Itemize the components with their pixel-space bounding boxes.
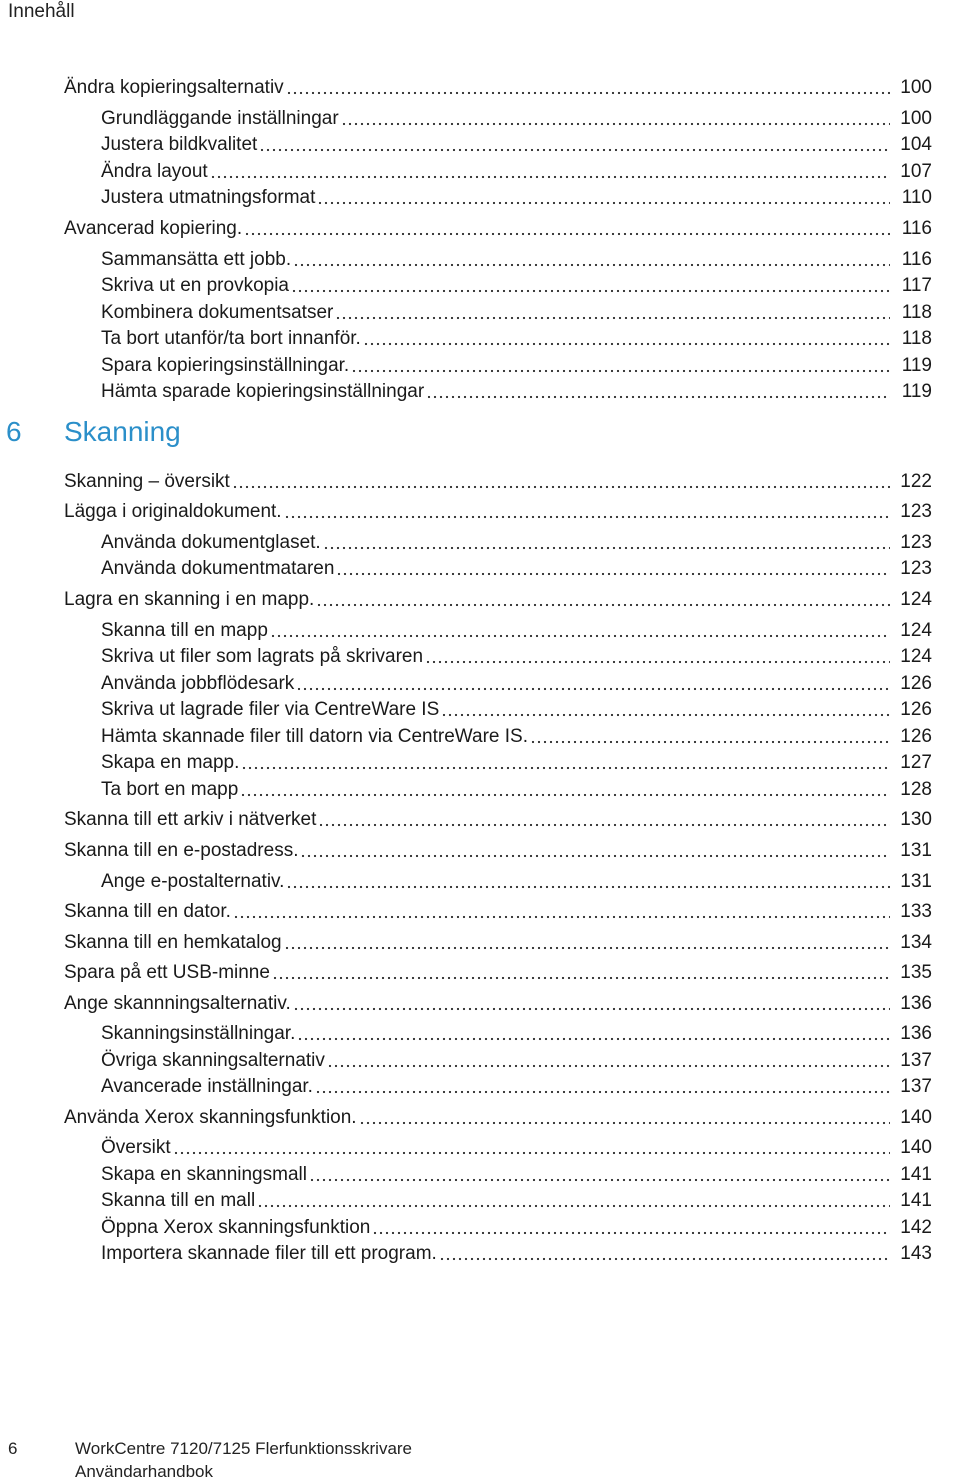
toc-entry-label: Sammansätta ett jobb. [101, 249, 292, 270]
toc-entry-label: Skriva ut lagrade filer via CentreWare IS [101, 699, 440, 720]
toc-entry[interactable] [101, 1132, 932, 1160]
toc-entry-page-number: 141 [900, 1164, 932, 1185]
toc-entry-label: Ta bort en mapp [101, 779, 239, 800]
dot-leader [232, 485, 890, 489]
toc-entry-label: Skriva ut en provkopia [101, 275, 289, 296]
toc-entry[interactable] [101, 553, 932, 581]
toc-entry-page-number: 124 [900, 646, 932, 667]
toc-entry-page-number: 143 [900, 1243, 932, 1264]
toc-entry-page-number: 119 [901, 381, 932, 402]
toc-entry[interactable] [64, 584, 932, 612]
toc-entry[interactable] [101, 1018, 932, 1046]
toc-entry[interactable] [64, 957, 932, 985]
toc-entry-label: Ändra layout [101, 161, 208, 182]
toc-entry-page-number: 134 [900, 932, 932, 953]
toc-entry-page-number: 110 [901, 187, 932, 208]
toc-entry-page-number: 122 [900, 471, 932, 492]
dot-leader [335, 316, 890, 320]
toc-entry[interactable] [101, 774, 932, 802]
dot-leader [363, 342, 890, 346]
toc-entry-label: Skanna till ett arkiv i nätverket [64, 809, 317, 830]
dot-leader [323, 546, 890, 550]
toc-entry-page-number: 140 [900, 1107, 932, 1128]
toc-entry[interactable] [64, 72, 932, 100]
toc-entry[interactable] [101, 1238, 932, 1266]
toc-entry-label: Ange e-postalternativ. [101, 871, 285, 892]
toc-entry-page-number: 118 [901, 302, 932, 323]
toc-entry-page-number: 123 [900, 501, 932, 522]
toc-entry-page-number: 142 [900, 1217, 932, 1238]
toc-entry-label: Använda Xerox skanningsfunktion. [64, 1107, 357, 1128]
toc-entry-label: Spara på ett USB-minne [64, 962, 270, 983]
toc-entry[interactable] [64, 1102, 932, 1130]
dot-leader [316, 603, 890, 607]
chapter-number: 6 [6, 416, 22, 447]
toc-entry-label: Avancerade inställningar. [101, 1076, 313, 1097]
toc-entry[interactable] [64, 466, 932, 494]
toc-entry[interactable] [64, 804, 932, 832]
toc-entry-page-number: 116 [901, 249, 932, 270]
toc-entry-page-number: 124 [900, 620, 932, 641]
toc-entry[interactable] [101, 615, 932, 643]
dot-leader [286, 91, 890, 95]
toc-entry[interactable] [101, 721, 932, 749]
footer-product: WorkCentre 7120/7125 Flerfunktionsskrivare [75, 1439, 413, 1458]
toc-entry-label: Justera utmatningsformat [101, 187, 316, 208]
toc-entry[interactable] [64, 496, 932, 524]
dot-leader [291, 289, 890, 293]
toc-entry-label: Skanningsinställningar. [101, 1023, 296, 1044]
dot-leader [530, 740, 890, 744]
toc-entry-label: Skanna till en hemkatalog [64, 932, 282, 953]
toc-entry[interactable] [101, 244, 932, 272]
toc-entry[interactable] [64, 927, 932, 955]
toc-entry[interactable] [101, 1045, 932, 1073]
toc-entry-page-number: 123 [900, 532, 932, 553]
toc-entry[interactable] [101, 156, 932, 184]
footer-page-number: 6 [8, 1439, 18, 1458]
footer-doc-type: Användarhandbok [75, 1462, 214, 1480]
toc-entry[interactable] [101, 376, 932, 404]
toc-entry[interactable] [64, 213, 932, 241]
toc-entry-page-number: 118 [901, 328, 932, 349]
dot-leader [270, 634, 890, 638]
dot-leader [315, 1090, 890, 1094]
toc-entry-label: Grundläggande inställningar [101, 108, 339, 129]
dot-leader [293, 1007, 890, 1011]
toc-entry[interactable] [101, 1159, 932, 1187]
dot-leader [336, 572, 890, 576]
dot-leader [439, 1257, 890, 1261]
dot-leader [240, 793, 890, 797]
toc-entry-label: Lagra en skanning i en mapp. [64, 589, 315, 610]
toc-entry[interactable] [64, 835, 932, 863]
toc-entry-label: Skanna till en mapp [101, 620, 268, 641]
dot-leader [372, 1231, 890, 1235]
toc-entry-page-number: 117 [901, 275, 932, 296]
toc-entry-page-number: 128 [900, 779, 932, 800]
toc-entry-label: Spara kopieringsinställningar. [101, 355, 350, 376]
dot-leader [327, 1064, 890, 1068]
toc-entry[interactable] [64, 988, 932, 1016]
dot-leader [297, 1037, 890, 1041]
toc-entry-label: Avancerad kopiering. [64, 218, 243, 239]
dot-leader [233, 915, 890, 919]
dot-leader [241, 766, 890, 770]
toc-entry-label: Skanna till en e-postadress. [64, 840, 299, 861]
toc-entry-page-number: 136 [900, 1023, 932, 1044]
dot-leader [259, 148, 890, 152]
toc-entry[interactable] [101, 1185, 932, 1213]
toc-entry-label: Justera bildkvalitet [101, 134, 258, 155]
toc-entry-page-number: 130 [900, 809, 932, 830]
dot-leader [286, 885, 890, 889]
toc-entry-label: Kombinera dokumentsatser [101, 302, 334, 323]
dot-leader [173, 1151, 890, 1155]
dot-leader [318, 823, 890, 827]
toc-entry-page-number: 100 [900, 77, 932, 98]
dot-leader [441, 713, 890, 717]
toc-entry-label: Skanning – översikt [64, 471, 230, 492]
toc-entry-page-number: 137 [900, 1076, 932, 1097]
toc-entry-label: Importera skannade filer till ett program. [101, 1243, 437, 1264]
toc-entry[interactable] [101, 297, 932, 325]
toc-entry-page-number: 100 [900, 108, 932, 129]
toc-entry-label: Skapa en skanningsmall [101, 1164, 307, 1185]
toc-entry[interactable] [64, 896, 932, 924]
toc-entry-label: Använda dokumentglaset. [101, 532, 321, 553]
toc-entry[interactable] [101, 323, 932, 351]
toc-entry-label: Hämta sparade kopieringsinställningar [101, 381, 425, 402]
toc-entry-label: Lägga i originaldokument. [64, 501, 282, 522]
toc-entry-page-number: 126 [900, 726, 932, 747]
toc-entry-page-number: 123 [900, 558, 932, 579]
dot-leader [284, 515, 890, 519]
toc-entry-page-number: 140 [900, 1137, 932, 1158]
toc-entry[interactable] [101, 103, 932, 131]
toc-entry-page-number: 131 [900, 840, 932, 861]
toc-entry-label: Öppna Xerox skanningsfunktion [101, 1217, 371, 1238]
toc-entry-page-number: 133 [900, 901, 932, 922]
chapter-heading [6, 414, 181, 450]
toc-entry-page-number: 126 [900, 673, 932, 694]
dot-leader [296, 687, 890, 691]
toc-entry-page-number: 116 [901, 218, 932, 239]
toc-entry-label: Skriva ut filer som lagrats på skrivaren [101, 646, 424, 667]
toc-entry[interactable] [101, 668, 932, 696]
dot-leader [425, 660, 890, 664]
toc-entry[interactable] [101, 694, 932, 722]
toc-entry[interactable] [101, 641, 932, 669]
toc-entry-page-number: 104 [900, 134, 932, 155]
toc-entry[interactable] [101, 270, 932, 298]
dot-leader [359, 1121, 890, 1125]
dot-leader [244, 232, 890, 236]
toc-entry-page-number: 127 [900, 752, 932, 773]
toc-entry-page-number: 137 [900, 1050, 932, 1071]
dot-leader [351, 369, 890, 373]
toc-entry-page-number: 135 [900, 962, 932, 983]
dot-leader [284, 946, 890, 950]
toc-entry[interactable] [101, 350, 932, 378]
toc-entry-page-number: 124 [900, 589, 932, 610]
toc-entry[interactable] [101, 129, 932, 157]
dot-leader [317, 201, 890, 205]
toc-entry-page-number: 119 [901, 355, 932, 376]
toc-entry-label: Ange skannningsalternativ. [64, 993, 291, 1014]
toc-entry[interactable] [101, 527, 932, 555]
chapter-title: Skanning [64, 416, 181, 447]
toc-entry[interactable] [101, 1212, 932, 1240]
dot-leader [426, 395, 890, 399]
toc-entry-page-number: 107 [900, 161, 932, 182]
dot-leader [309, 1178, 890, 1182]
toc-entry-label: Ändra kopieringsalternativ [64, 77, 284, 98]
toc-entry-label: Skapa en mapp. [101, 752, 240, 773]
dot-leader [300, 854, 890, 858]
toc-entry-label: Använda jobbflödesark [101, 673, 295, 694]
dot-leader [293, 263, 890, 267]
dot-leader [341, 122, 890, 126]
dot-leader [272, 976, 890, 980]
toc-entry-page-number: 136 [900, 993, 932, 1014]
toc-entry-page-number: 141 [900, 1190, 932, 1211]
header-title: Innehåll [8, 1, 75, 22]
toc-entry-label: Skanna till en mall [101, 1190, 256, 1211]
toc-entry-label: Ta bort utanför/ta bort innanför. [101, 328, 361, 349]
toc-entry[interactable] [101, 747, 932, 775]
toc-entry-label: Hämta skannade filer till datorn via CentreWare IS. [101, 726, 528, 747]
toc-entry[interactable] [101, 1071, 932, 1099]
toc-entry[interactable] [101, 866, 932, 894]
dot-leader [257, 1204, 890, 1208]
toc-entry-label: Skanna till en dator. [64, 901, 231, 922]
toc-entry-label: Översikt [101, 1137, 171, 1158]
dot-leader [210, 175, 890, 179]
toc-entry-page-number: 131 [900, 871, 932, 892]
toc-entry[interactable] [101, 182, 932, 210]
toc-entry-page-number: 126 [900, 699, 932, 720]
toc-entry-label: Använda dokumentmataren [101, 558, 335, 579]
toc-entry-label: Övriga skanningsalternativ [101, 1050, 325, 1071]
